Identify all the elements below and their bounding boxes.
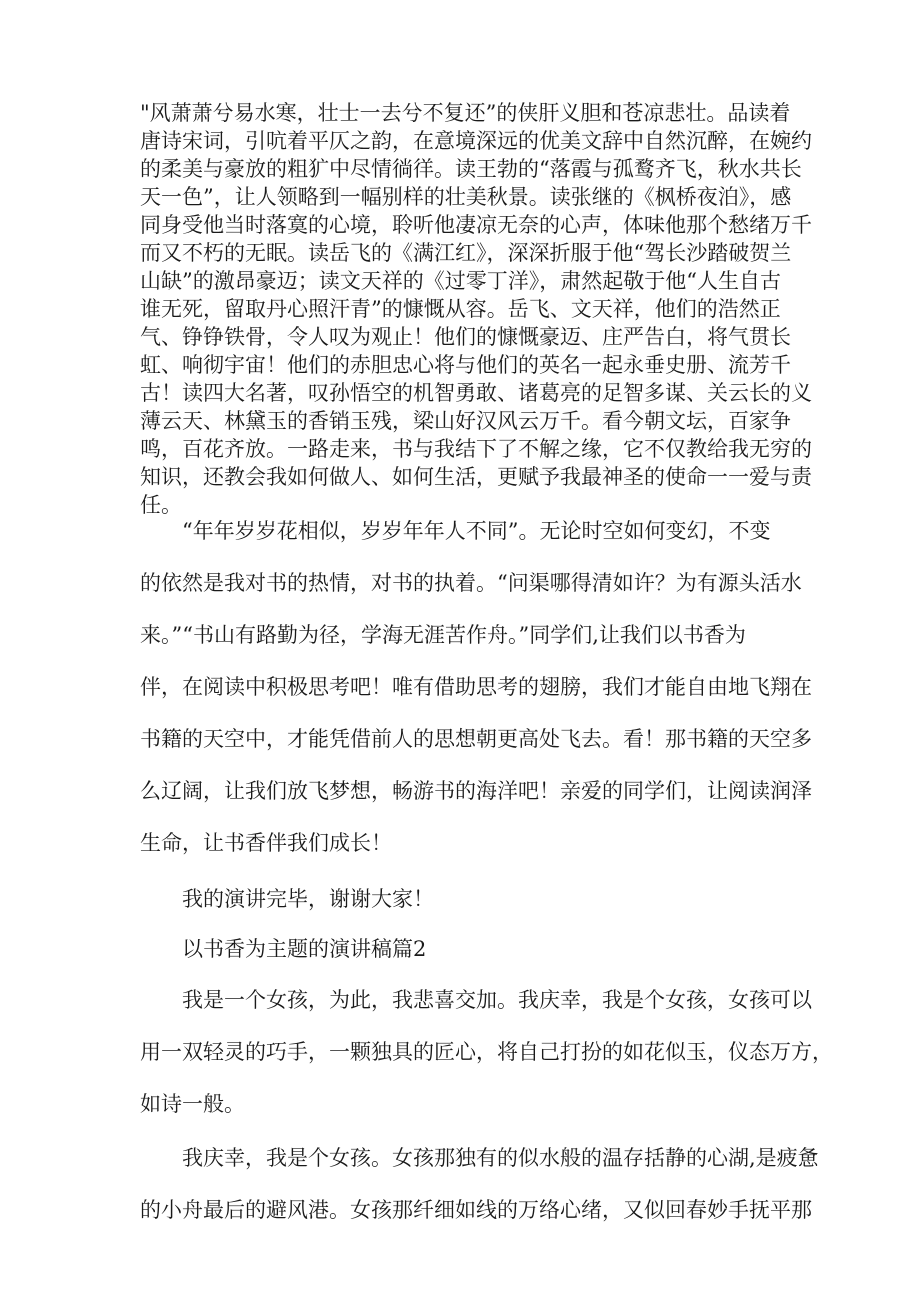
paragraph-line: 同身受他当时落寞的心境，聆听他凄凉无奈的心声，体味他那个愁绪万千 <box>140 213 812 237</box>
paragraph-line: 谁无死，留取丹心照汗青”的慷慨从容。岳飞、文天祥，他们的浩然正 <box>140 297 781 321</box>
paragraph-line: 的依然是我对书的热情，对书的执着。“问渠哪得清如许？为有源头活水 <box>140 571 802 595</box>
paragraph-line: 虹、响彻宇宙！他们的赤胆忠心将与他们的英名一起永垂史册、流芳千 <box>140 353 791 377</box>
paragraph-line: 薄云天、林黛玉的香销玉残，梁山好汉风云万千。看今朝文坛，百家争 <box>140 409 791 433</box>
section-heading: 以书香为主题的演讲稿篇2 <box>182 937 427 961</box>
paragraph-line: 么辽阔，让我们放飞梦想，畅游书的海洋吧！亲爱的同学们，让阅读润泽 <box>140 779 812 803</box>
paragraph-line: 天一色”，让人领略到一幅别样的壮美秋景。读张继的《枫桥夜泊》，感 <box>140 185 792 209</box>
paragraph-line: 知识，还教会我如何做人、如何生活，更赋予我最神圣的使命一一爱与责 <box>140 465 812 489</box>
paragraph-line: 古！读四大名著，叹孙悟空的机智勇敢、诸葛亮的足智多谋、关云长的义 <box>140 381 812 405</box>
paragraph-line: 鸣，百花齐放。一路走来，书与我结下了不解之缘，它不仅教给我无穷的 <box>140 437 812 461</box>
paragraph-line: 来。”“书山有路勤为径，学海无涯苦作舟。”同学们,让我们以书香为 <box>140 623 746 647</box>
paragraph-line: 任。 <box>140 493 182 517</box>
paragraph-line: 伴，在阅读中积极思考吧！唯有借助思考的翅膀，我们才能自由地飞翔在 <box>140 675 812 699</box>
paragraph-line: 而又不朽的无眠。读岳飞的《满江红》，深深折服于他“驾长沙踏破贺兰 <box>140 241 792 265</box>
paragraph-line: 如诗一般。 <box>140 1092 245 1116</box>
paragraph-line: 书籍的天空中，才能凭借前人的思想朝更高处飞去。看！那书籍的天空多 <box>140 727 812 751</box>
paragraph-line: "风萧萧兮易水寒，壮士一去兮不复还”的侠肝义胆和苍凉悲壮。品读着 <box>140 101 791 125</box>
paragraph-line: 用一双轻灵的巧手，一颗独具的匠心，将自己打扮的如花似玉，仪态万方， <box>140 1040 833 1064</box>
paragraph-line: 山缺”的激昂豪迈；读文天祥的《过零丁洋》，肃然起敬于他“人生自古 <box>140 269 781 293</box>
paragraph-line: 气、铮铮铁骨，令人叹为观止！他们的慷慨豪迈、庄严告白，将气贯长 <box>140 325 791 349</box>
paragraph-line: 我庆幸，我是个女孩。女孩那独有的似水般的温存括静的心湖,是疲惫 <box>182 1146 819 1170</box>
paragraph-line: “年年岁岁花相似，岁岁年年人不同”。无论时空如何变幻，不变 <box>182 519 771 543</box>
paragraph-line: 我是一个女孩，为此，我悲喜交加。我庆幸，我是个女孩，女孩可以 <box>182 988 812 1012</box>
paragraph-line: 唐诗宋词，引吭着平仄之韵，在意境深远的优美文辞中自然沉醉，在婉约 <box>140 129 812 153</box>
closing-line: 我的演讲完毕，谢谢大家！ <box>182 887 434 911</box>
paragraph-line: 的柔美与豪放的粗犷中尽情徜徉。读王勃的“落霞与孤鹜齐飞，秋水共长 <box>140 157 802 181</box>
paragraph-line: 的小舟最后的避风港。女孩那纤细如线的万络心绪，又似回春妙手抚平那 <box>140 1198 812 1222</box>
paragraph-line: 生命，让书香伴我们成长！ <box>140 831 392 855</box>
